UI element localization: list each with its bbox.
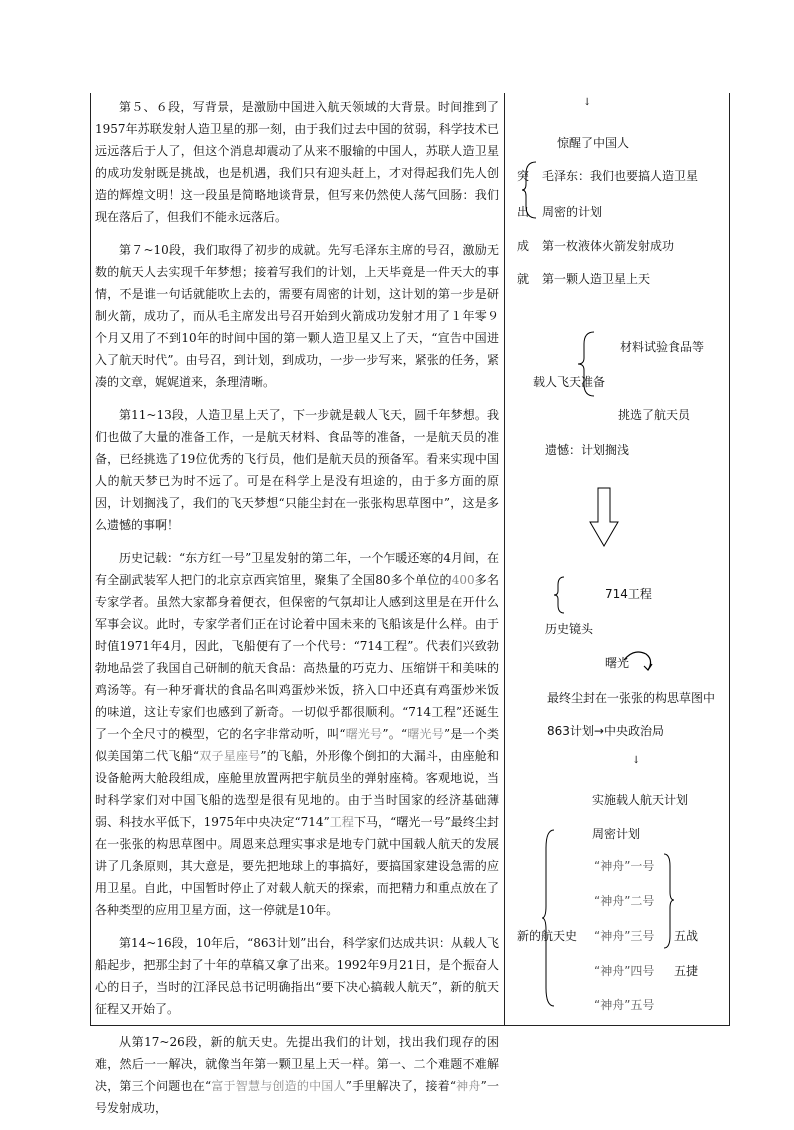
implement-label: 实施载人航天计划 — [592, 793, 689, 807]
paragraph-initial-success: 第７~10段，我们取得了初步的成就。先写毛泽东主席的号召，激励无数的航天人去实现千年梦想；接着写我们的计划，上天毕竟是一件天大的事情，不是谁一句话就能吹上去的，需要有周密的计划，这计划的第一步是研制火箭，成功了，而从毛主席发出号召开始到火箭成功发射才用了１年零９个月又用了不到10年的时间中国的第一颗人造卫星又上了天，“宣告中国进入了航天时代”。由号召，到计划，到成功，一步一步写来，紧张的任务，紧凑的文章，娓娓道来，条理清晰。 — [95, 243, 499, 389]
shenzhou-5-label: “神舟”五号 — [594, 998, 655, 1012]
shenzhou-1-label: “神舟”一号 — [594, 859, 655, 873]
satellite-label: 第一颗人造卫星上天 — [542, 272, 651, 286]
paragraph-manned-prep: 第11~13段，人造卫星上天了，下一步就是载人飞天，圆千年梦想。我们也做了大量的准备工作，一是航天材料、食品等的准备，一是航天员的准备，已经挑选了19位优秀的飞行员，他们是航天员的预备军。看来实现中国人的航天梦已为时不远了。可是在科学上是没有坦途的，由于多方面的原因，计划搁浅了，我们的飞天梦想“只能尘封在一张张构思草图中”，这是多么遗憾的事啊！ — [95, 408, 499, 532]
paragraph-background: 第５、６段，写背景，是激励中国进入航天领域的大背景。时间推到了1957年苏联发射人造卫星的那一刻，由于我们过去中国的贫弱，科学技术已远远落后于人了，但这个消息却震动了从来不服输的中国人，苏联人造卫星的成功发射既是挑战，也是机遇，我们只有迎头赶上，才对得起我们先人创造的辉煌文明！这一段虽是简略地谈背景，但写来仍然使人荡气回肠：我们现在落后了，但我们不能永远落后。 — [95, 100, 499, 224]
achievement-char-2: 就 — [517, 272, 530, 286]
down-arrow-icon: ↓ — [583, 97, 592, 108]
awakened-label: 惊醒了中国人 — [557, 136, 630, 150]
rocket-label: 第一枚液体火箭发射成功 — [542, 239, 675, 253]
shenzhou-3-label: “神舟”三号 — [594, 929, 655, 943]
new-history-brace-icon — [540, 828, 560, 1008]
sealed-label: 最终尘封在一张张的构思草图中 — [547, 691, 716, 705]
new-history-label: 新的航天史 — [517, 929, 578, 943]
paragraph-863-plan: 第14~16段，10年后，“863计划”出台，科学家们达成共识：从载人飞船起步，把那尘封了十年的草稿又拿了出来。1992年9月21日，是个振奋人心的日子，当时的江泽民总书记明确指出“要下决心搞载人航天”，新的航天征程又开始了。 — [95, 936, 499, 1016]
down-arrow-icon-2: ↓ — [632, 755, 641, 766]
astronaut-label: 挑选了航天员 — [618, 408, 691, 422]
history-brace-icon — [550, 575, 570, 615]
column-divider — [504, 93, 505, 1025]
shenzhou-4-label: “神舟”四号 — [594, 964, 655, 978]
materials-label: 材料试验食品等 — [620, 340, 705, 354]
big-down-arrow-icon — [590, 488, 620, 548]
project-714-label: 714工程 — [605, 587, 652, 601]
curved-arrow-icon — [622, 650, 662, 680]
mao-call-label: 毛泽东：我们也要搞人造卫星 — [542, 169, 699, 183]
achievement-char-1: 成 — [517, 239, 530, 253]
five-battles-label: 五战 — [674, 929, 699, 943]
shenzhou-2-label: “神舟”二号 — [594, 894, 655, 908]
paragraph-history-record: 历史记载：“东方红一号”卫星发射的第二年，一个乍暖还寒的4月间，在有全副武装军人把门的北京京西宾馆里，聚集了全国80多个单位的400多名专家学者。虽然大家都身着便衣，但保密的气氛却让人感到这里是在开什么军事会议。此时，专家学者们正在讨论着中国未来的飞船该是什么样。由于时值1971年4月，因此，飞船便有了一个代号：“714工程”。代表们兴致勃勃地品尝了我国自己研制的航天食品：高热量的巧克力、压缩饼干和美味的鸡汤等。有一种牙膏状的食品名叫鸡蛋炒米饭，挤入口中还真有鸡蛋炒米饭的味道，这让专家们也感到了新奇。一切似乎都很顺利。“714工程”还诞生了一个全尺寸的模型，它的名字非常动听，叫“曙光号”。“曙光号”是一个类似美国第二代飞船“双子星座号”的飞船，外形像个倒扣的大漏斗，由座舱和设备舱两大舱段组成，座舱里放置两把宇航员坐的弹射座椅。客观地说，当时科学家们对中国飞船的选型是很有见地的。由于当时国家的经济基础薄弱、科技水平低下，1975年中央决定“714”工程下马，“曙光一号”最终尘封在一张张的构思草图中。周恩来总理实事求是地专门就中国载人航天的发展讲了几条原则，其大意是，要先把地球上的事搞好，要搞国家建设急需的应用卫星。自此，中国暂时停止了对载人航天的探索，而把精力和重点放在了各种类型的应用卫星方面，这一停就是10年。 — [95, 551, 499, 917]
outstanding-char-2: 出 — [517, 205, 530, 219]
paragraph-new-history: 从第17~26段，新的航天史。先提出我们的计划，找出我们现存的困难，然后一一解决，就像当年第一颗卫星上天一样。第一、二个难题不难解决，第三个问题也在“富于智慧与创造的中国人”手里解决了，接着“神舟”一号发射成功， — [95, 1035, 499, 1115]
history-lens-label: 历史镜头 — [545, 622, 594, 636]
careful-plan-label: 周密计划 — [592, 827, 641, 841]
left-brace-icon — [522, 160, 542, 220]
manned-prep-label: 载人飞天准备 — [533, 375, 606, 389]
plan-863-label: 863计划→中央政治局 — [547, 724, 664, 738]
regret-label: 遗憾：计划搁浅 — [545, 443, 630, 457]
analysis-text — [95, 96, 499, 1130]
shuguang-label: 曙光 — [605, 656, 630, 670]
five-wins-label: 五捷 — [674, 964, 699, 978]
plan-label: 周密的计划 — [542, 205, 603, 219]
outstanding-char-1: 突 — [517, 169, 530, 183]
